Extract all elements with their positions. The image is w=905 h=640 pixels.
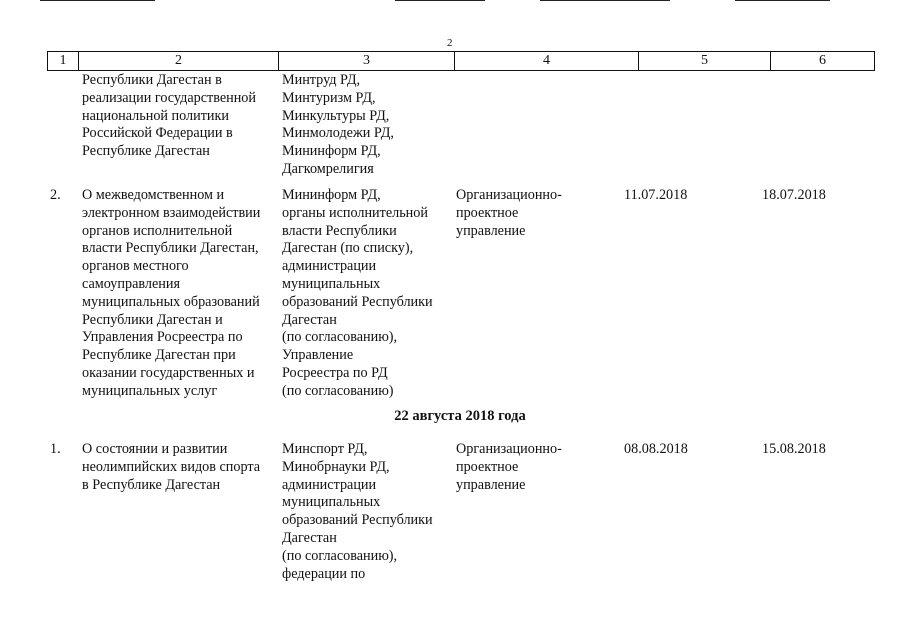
row-topic: О состоянии и развитии неолимпийских видов спорта в Республике Дагестан	[82, 441, 261, 493]
row-number: 2.	[50, 187, 61, 203]
scan-edge-line	[735, 0, 830, 1]
header-col-6: 6	[819, 53, 826, 68]
row-department: Организационно- проектное управление	[456, 187, 562, 239]
header-col-3: 3	[363, 53, 370, 68]
row-number: 1.	[50, 441, 61, 457]
header-col-1: 1	[59, 53, 67, 68]
row-cont-responsible: Минтруд РД, Минтуризм РД, Минкультуры РД, Минмолодежи РД, Мининформ РД, Дагкомрелигия	[282, 72, 394, 177]
header-col-5: 5	[701, 53, 708, 68]
row-department: Организационно- проектное управление	[456, 441, 562, 493]
row-date-1: 08.08.2018	[624, 441, 688, 457]
scan-edge-line	[40, 0, 155, 1]
row-topic: О межведомственном и электронном взаимодействии органов исполнительной власти Республики Дагестан, органов местного самоуправления муниципальных образований Республики Дагестан и Управления Росреестра по Республике Дагестан при оказании государственных и муниципальных услуг	[82, 187, 261, 399]
header-col-4: 4	[543, 53, 550, 68]
table-header-row	[47, 51, 875, 71]
page-number: 2	[447, 37, 453, 49]
section-heading: 22 августа 2018 года	[394, 408, 526, 424]
row-cont-topic: Республики Дагестан в реализации государственной национальной политики Российской Федерации в Республике Дагестан	[82, 72, 256, 160]
scan-edge-line	[395, 0, 485, 1]
row-date-1: 11.07.2018	[624, 187, 688, 203]
scan-edge-line	[540, 0, 670, 1]
row-responsible: Минспорт РД, Минобрнауки РД, администрации муниципальных образований Республики Дагестан (по согласованию), федерации по	[282, 441, 433, 582]
row-date-2: 15.08.2018	[762, 441, 826, 457]
header-col-2: 2	[175, 53, 182, 68]
row-date-2: 18.07.2018	[762, 187, 826, 203]
row-responsible: Мининформ РД, органы исполнительной власти Республики Дагестан (по списку), администрации муниципальных образований Республики Дагестан (по согласованию), Управление Росреестра по РД (по согласованию)	[282, 187, 433, 399]
